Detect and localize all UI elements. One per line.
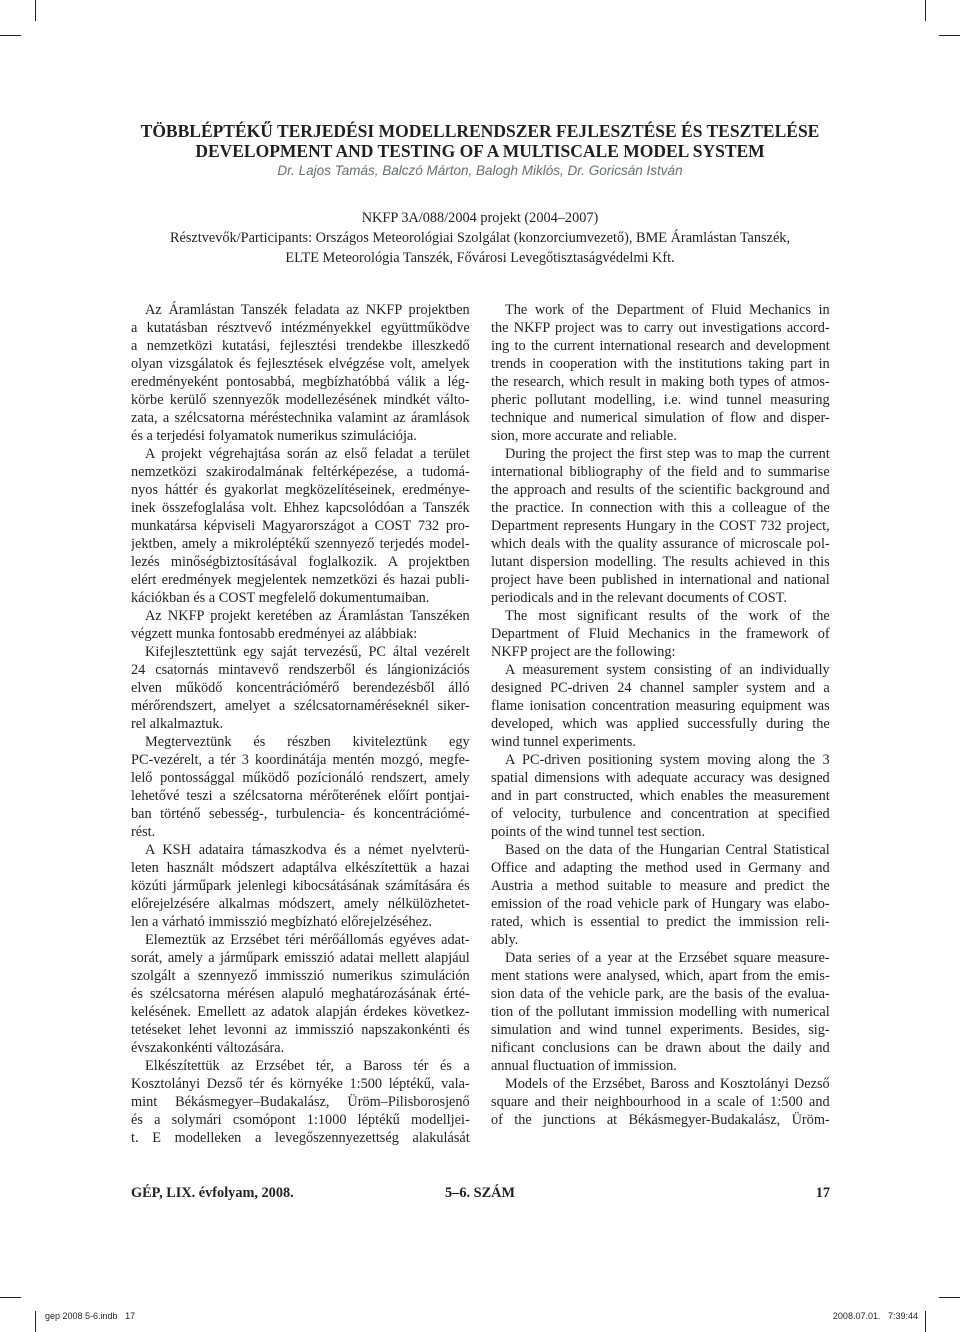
body-text-line: A measurement system consisting of an individually — [505, 662, 830, 678]
body-text-line: trends in cooperation with the institutions taking part in — [491, 356, 830, 372]
right-column-english — [491, 301, 830, 1129]
body-text-line: designed PC-driven 24 channel sampler system and a — [491, 680, 830, 696]
body-text-line: international bibliography of the field and to summarise — [491, 464, 830, 480]
paragraph-hungarian — [131, 445, 470, 607]
body-text-line: tion of the pollutant immission modelling with numerical — [491, 1004, 830, 1020]
body-text-line: project have been published in international and national — [491, 572, 830, 588]
body-text-line: lelő pontossággal működő pozícionáló rendszert, amely — [131, 770, 470, 786]
body-text-line: mint Békásmegyer–Budakalász, Üröm–Pilisborosjenő — [131, 1094, 470, 1110]
journal-issue-info: GÉP, LIX. évfolyam, 2008. — [131, 1185, 294, 1201]
participants-line: ELTE Meteorológia Tanszék, Fővárosi Levegőtisztaságvédelmi Kft. — [285, 250, 675, 266]
paragraph-hungarian — [131, 301, 470, 445]
body-text-line: lehetővé teszi a szélcsatorna mérőterének előírt pontjai- — [131, 788, 470, 804]
print-slug-timestamp: 2008.07.01. 7:39:44 — [832, 1311, 918, 1321]
body-text-line: developed, which was applied successfully during the — [491, 716, 830, 732]
body-text-line: ban történő sebesség-, turbulencia- és koncentrációmé- — [131, 806, 470, 822]
crop-mark — [0, 1297, 21, 1298]
body-text-line: NKFP project are the following: — [491, 644, 676, 660]
crop-mark — [939, 35, 960, 36]
body-text-line: technique and numerical simulation of flow and disper- — [491, 410, 830, 426]
body-text-line: PC-vezérelt, a tér 3 koordinátája mentén mozgó, megfe- — [131, 752, 470, 768]
body-text-line: Az Áramlástan Tanszék feladata az NKFP projektben — [145, 302, 470, 318]
body-text-line: square and their neighbourhood in a scale of 1:500 and — [491, 1094, 830, 1110]
body-text-line: and in part constructed, which enables the measurement — [491, 788, 830, 804]
body-text-line: Department represents Hungary in the COST 732 project, — [491, 518, 830, 534]
body-text-line: flame ionisation concentration measuring equipment was — [491, 698, 830, 714]
body-text-line: tetéseket lehet levonni az immisszió napszakonkénti és — [131, 1022, 470, 1038]
body-text-line: rated, which is essential to predict the immission reli- — [491, 914, 830, 930]
body-text-line: Based on the data of the Hungarian Central Statistical — [505, 842, 830, 858]
body-text-line: sorát, amely a járműpark emisszió adatai mellett alapjául — [131, 950, 470, 966]
body-text-line: előrejelzésére alkalmas módszert, amely nélkülözhetet- — [131, 896, 470, 912]
crop-mark — [0, 35, 21, 36]
body-text-line: Megterveztünk és részben kiviteleztünk egy — [145, 734, 470, 750]
body-text-line: végzett munka fontosabb eredményei az alábbiak: — [131, 626, 418, 642]
participants-line: Résztvevők/Participants: Országos Meteorológiai Szolgálat (konzorciumvezető), BME Áramlástan Tanszék, — [169, 230, 791, 246]
body-text-line: A PC-driven positioning system moving along the 3 — [505, 752, 830, 768]
paragraph-english — [491, 841, 830, 949]
body-text-line: sion, more accurate and reliable. — [491, 428, 677, 444]
body-text-line: Austria a method suitable to measure and predict the — [491, 878, 830, 894]
body-text-line: the research, which result in making both types of atmos- — [491, 374, 830, 390]
body-text-line: nificant conclusions can be drawn about the daily and — [491, 1040, 830, 1056]
paragraph-hungarian — [131, 931, 470, 1057]
body-text-line: kelésének. Emellett az adatok alapján érdekes következ- — [131, 1004, 470, 1020]
body-text-line: nyos háttér és gyakorlat megközelítéseinek, eredménye- — [131, 482, 470, 498]
body-text-line: points of the wind tunnel test section. — [491, 824, 706, 840]
body-text-line: 24 csatornás mintavevő rendszerből és lángionizációs — [131, 662, 470, 678]
body-text-line: ing to the current international research and development — [491, 338, 830, 354]
paragraph-english — [491, 1075, 830, 1129]
body-text-line: Kosztolányi Dezső tér és környéke 1:500 léptékű, vala- — [131, 1076, 470, 1092]
body-text-line: which deals with the quality assurance of microscale pol- — [491, 536, 830, 552]
body-text-line: a nemzetközi kutatási, fejlesztési trendekbe illeszkedő — [131, 338, 470, 354]
body-text-line: annual fluctuation of immission. — [491, 1058, 677, 1074]
body-text-line: eredményeként pontosabbá, megbízhatóbbá válik a lég- — [131, 374, 470, 390]
body-text-line: Office and adapting the method used in Germany and — [491, 860, 830, 876]
paragraph-hungarian — [131, 1057, 470, 1147]
body-text-line: rel alkalmaztuk. — [131, 716, 224, 732]
body-text-line: lutant dispersion modelling. The results achieved in this — [491, 554, 830, 570]
body-text-line: A KSH adataira támaszkodva és a német nyelvterü- — [145, 842, 470, 858]
body-text-line: nemzetközi szakirodalmának feltérképezése, a tudomá- — [131, 464, 470, 480]
body-text-line: mérőrendszert, amelyet a szélcsatornaméréseknél siker- — [131, 698, 470, 714]
body-text-line: Models of the Erzsébet, Baross and Kosztolányi Dezső — [505, 1076, 830, 1092]
paragraph-hungarian — [131, 733, 470, 841]
body-text-line: Data series of a year at the Erzsébet square measure- — [505, 950, 830, 966]
paragraph-english — [491, 751, 830, 841]
project-identifier: NKFP 3A/088/2004 projekt (2004–2007) — [361, 210, 599, 226]
body-text-line: Elkészítettük az Erzsébet tér, a Baross tér és a — [145, 1058, 470, 1074]
body-text-line: ment stations were analysed, which, apart from the emis- — [491, 968, 830, 984]
body-text-line: elven működő koncentrációmérő berendezésből álló — [131, 680, 470, 696]
body-text-line: Department of Fluid Mechanics in the framework of — [491, 626, 830, 642]
print-slug-file: gep 2008 5-6.indb 17 — [45, 1311, 136, 1321]
paragraph-english — [491, 949, 830, 1075]
body-text-line: The work of the Department of Fluid Mechanics in — [505, 302, 830, 318]
body-text-line: of the junctions at Békásmegyer-Budakalász, Üröm- — [491, 1112, 830, 1128]
body-text-line: leten használt módszert adaptálva elkészítettük a hazai — [131, 860, 470, 876]
body-text-line: körbe kerülő szennyezők modellezésének mindkét válto- — [131, 392, 470, 408]
paragraph-hungarian — [131, 607, 470, 643]
body-text-line: pheric pollutant modelling, i.e. wind tunnel measuring — [491, 392, 830, 408]
body-text-line: rést. — [131, 824, 156, 840]
body-text-line: a kutatásban résztvevő intézményekkel együttműködve — [131, 320, 470, 336]
body-text-line: kációkban és a COST megfelelő dokumentumaiban. — [131, 590, 430, 606]
body-text-line: len a várható immisszió megbízható előrejelzéséhez. — [131, 914, 432, 930]
body-text-line: emission of the road vehicle park of Hungary was elabo- — [491, 896, 830, 912]
body-text-line: munkatársa képviseli Magyarországot a COST 732 pro- — [131, 518, 470, 534]
body-text-line: spatial dimensions with adequate accuracy was designed — [491, 770, 830, 786]
body-text-line: lezés minőségbiztosításával foglalkozik. A projektben — [131, 554, 470, 570]
paragraph-hungarian — [131, 643, 470, 733]
paragraph-english — [491, 607, 830, 661]
author-list: Dr. Lajos Tamás, Balczó Márton, Balogh Miklós, Dr. Goricsán István — [277, 163, 683, 178]
crop-mark — [35, 1311, 36, 1332]
body-text-line: és a terjedési folyamatok numerikus szimulációja. — [131, 428, 417, 444]
body-text-line: jektben, amely a mikroléptékű szennyező terjedés model- — [131, 536, 470, 552]
body-text-line: simulation and wind tunnel experiments. Besides, sig- — [491, 1022, 830, 1038]
body-text-line: ably. — [491, 932, 519, 948]
body-text-line: the practice. In connection with this a colleague of the — [491, 500, 830, 516]
body-text-line: zata, a szélcsatorna méréstechnika valamint az áramlások — [131, 410, 470, 426]
crop-mark — [35, 0, 36, 21]
body-text-line: közúti járműpark jelenlegi kibocsátásának számítására és — [131, 878, 470, 894]
body-text-line: The most significant results of the work of the — [505, 608, 830, 624]
crop-mark — [925, 0, 926, 21]
body-text-line: sion data of the vehicle park, are the basis of the evalua- — [491, 986, 830, 1002]
body-text-line: és szélcsatorna mérésen alapuló meghatározásának érté- — [131, 986, 470, 1002]
body-text-line: szolgált a szennyező immisszió numerikus szimuláción — [131, 968, 470, 984]
page-number: 17 — [815, 1185, 830, 1201]
body-text-line: elért eredmények megjelentek nemzetközi és hazai publi- — [131, 572, 470, 588]
body-text-line: A projekt végrehajtása során az első feladat a terület — [145, 446, 470, 462]
body-text-line: olyan vizsgálatok és fejlesztések elvégzése volt, amelyek — [131, 356, 470, 372]
body-text-line: Elemeztük az Erzsébet téri mérőállomás egyéves adat- — [145, 932, 470, 948]
body-text-line: the approach and results of the scientific background and — [491, 482, 830, 498]
crop-mark — [939, 1297, 960, 1298]
body-text-line: periodicals and in the relevant documents of COST. — [491, 590, 787, 606]
paragraph-english — [491, 301, 830, 445]
article-title-english: DEVELOPMENT AND TESTING OF A MULTISCALE MODEL SYSTEM — [195, 141, 765, 161]
body-text-line: wind tunnel experiments. — [491, 734, 636, 750]
body-text-line: és a solymári csomópont 1:1000 léptékű modelljei- — [131, 1112, 470, 1128]
body-text-line: inek összefoglalása volt. Ehhez kapcsolódóan a Tanszék — [131, 500, 470, 516]
body-text-line: évszakonkénti változására. — [131, 1040, 285, 1056]
body-text-line: Kifejlesztettünk egy saját tervezésű, PC által vezérelt — [145, 644, 470, 660]
body-text-line: the NKFP project was to carry out investigations accord- — [491, 320, 830, 336]
paragraph-english — [491, 445, 830, 607]
body-text-line: Az NKFP projekt keretében az Áramlástan Tanszéken — [145, 608, 470, 624]
paragraph-english — [491, 661, 830, 751]
left-column-hungarian — [131, 301, 470, 1147]
body-text-line: of velocity, turbulence and concentration at specified — [491, 806, 830, 822]
paragraph-hungarian — [131, 841, 470, 931]
crop-mark — [925, 1311, 926, 1332]
article-title-hungarian: TÖBBLÉPTÉKŰ TERJEDÉSI MODELLRENDSZER FEJLESZTÉSE ÉS TESZTELÉSE — [140, 121, 820, 141]
issue-number: 5–6. SZÁM — [445, 1185, 515, 1201]
body-text-line: During the project the first step was to map the current — [505, 446, 830, 462]
body-text-line: t. E modelleken a levegőszennyezettség alakulását — [131, 1130, 470, 1146]
